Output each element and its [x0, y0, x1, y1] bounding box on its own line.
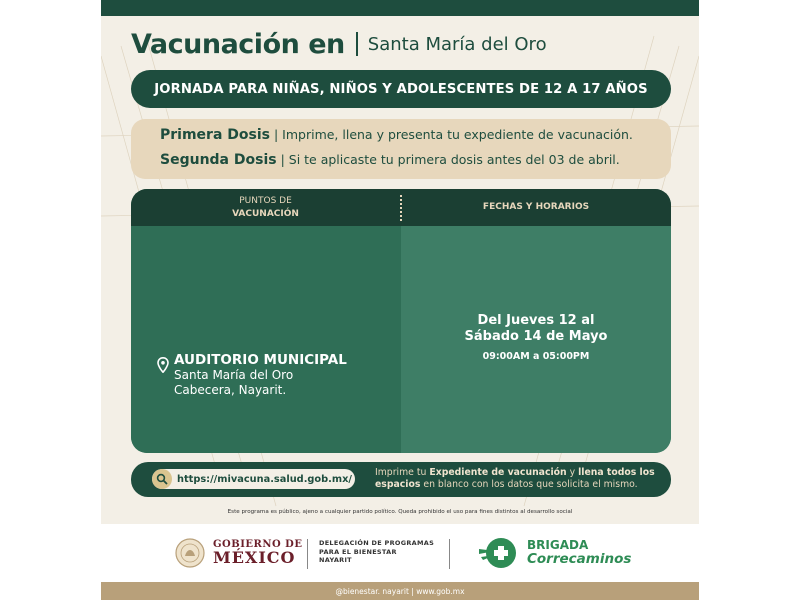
social-footer: @bienestar. nayarit | www.gob.mx — [101, 582, 699, 600]
venue-info — [174, 352, 347, 398]
first-dose-text: | Imprime, llena y presenta tu expediente de vacunación. — [273, 127, 633, 142]
venue-address-line2: Cabecera, Nayarit. — [174, 383, 287, 397]
note-bold-1: Expediente de vacunación — [429, 467, 567, 478]
dates-line2: Sábado 14 de Mayo — [464, 329, 608, 344]
schedule-table — [131, 189, 671, 453]
dose-info-box — [131, 119, 671, 179]
brigada-line1: BRIGADA — [527, 538, 589, 552]
second-dose-line — [160, 152, 620, 168]
second-dose-label: Segunda Dosis — [160, 152, 277, 168]
url-pill[interactable] — [152, 469, 355, 489]
brigada-line2: Correcaminos — [527, 551, 632, 567]
footer-divider-1 — [307, 539, 308, 569]
footer-logos — [101, 524, 699, 582]
deleg-line2: PARA EL BIENESTAR — [319, 547, 397, 556]
target-audience-banner: JORNADA PARA NIÑAS, NIÑOS Y ADOLESCENTES DE 12 A 17 AÑOS — [131, 70, 671, 108]
brigada-correcaminos-logo — [527, 538, 631, 566]
registration-note — [375, 467, 665, 491]
dates-line1: Del Jueves 12 al — [477, 313, 595, 328]
first-dose-label: Primera Dosis — [160, 127, 270, 143]
vaccination-url[interactable]: https://mivacuna.salud.gob.mx/ — [177, 473, 353, 485]
page-title — [131, 26, 691, 62]
title-place: Santa María del Oro — [367, 33, 547, 55]
venue-name: AUDITORIO MUNICIPAL — [174, 352, 347, 368]
note-text-2: y — [566, 467, 579, 478]
gob-line2: MÉXICO — [213, 548, 296, 567]
first-dose-line — [160, 127, 633, 143]
column-header-dates: FECHAS Y HORARIOS — [482, 202, 590, 213]
mexico-seal-icon — [175, 538, 205, 568]
column-header-locations — [131, 189, 400, 226]
note-text-1: Imprime tu — [375, 467, 430, 478]
top-color-bar — [101, 0, 699, 16]
note-text-3: en blanco con los datos que solicita el mismo. — [420, 479, 638, 490]
table-header — [131, 189, 671, 226]
search-icon — [152, 469, 172, 489]
legal-disclaimer: Este programa es público, ajeno a cualquier partido político. Queda prohibido el uso para fines distintos al desarrollo social — [227, 509, 573, 515]
gob-line1: GOBIERNO DE — [213, 539, 303, 550]
dates-info — [401, 313, 671, 362]
column-header-locations-line2: VACUNACIÓN — [232, 208, 299, 219]
title-separator — [356, 32, 358, 56]
column-header-locations-line1: PUNTOS DE — [239, 196, 292, 207]
footer-divider-2 — [449, 539, 450, 569]
title-main: Vacunación en — [131, 28, 345, 60]
delegation-label — [319, 539, 434, 565]
gobierno-de-mexico-logo — [213, 539, 302, 566]
deleg-line3: NAYARIT — [319, 556, 352, 564]
registration-link-bar — [131, 462, 671, 497]
brigada-logo-icon — [477, 535, 523, 571]
venue-address-line1: Santa María del Oro — [174, 368, 294, 382]
deleg-line1: DELEGACIÓN DE PROGRAMAS — [319, 539, 435, 547]
map-pin-icon — [157, 357, 169, 373]
note-bold-2: llena todos los espacios — [375, 467, 655, 490]
location-cell — [131, 226, 401, 453]
vaccination-poster — [101, 0, 699, 600]
second-dose-text: | Si te aplicaste tu primera dosis antes del 03 de abril. — [280, 152, 620, 167]
hours: 09:00AM a 05:00PM — [482, 351, 590, 362]
